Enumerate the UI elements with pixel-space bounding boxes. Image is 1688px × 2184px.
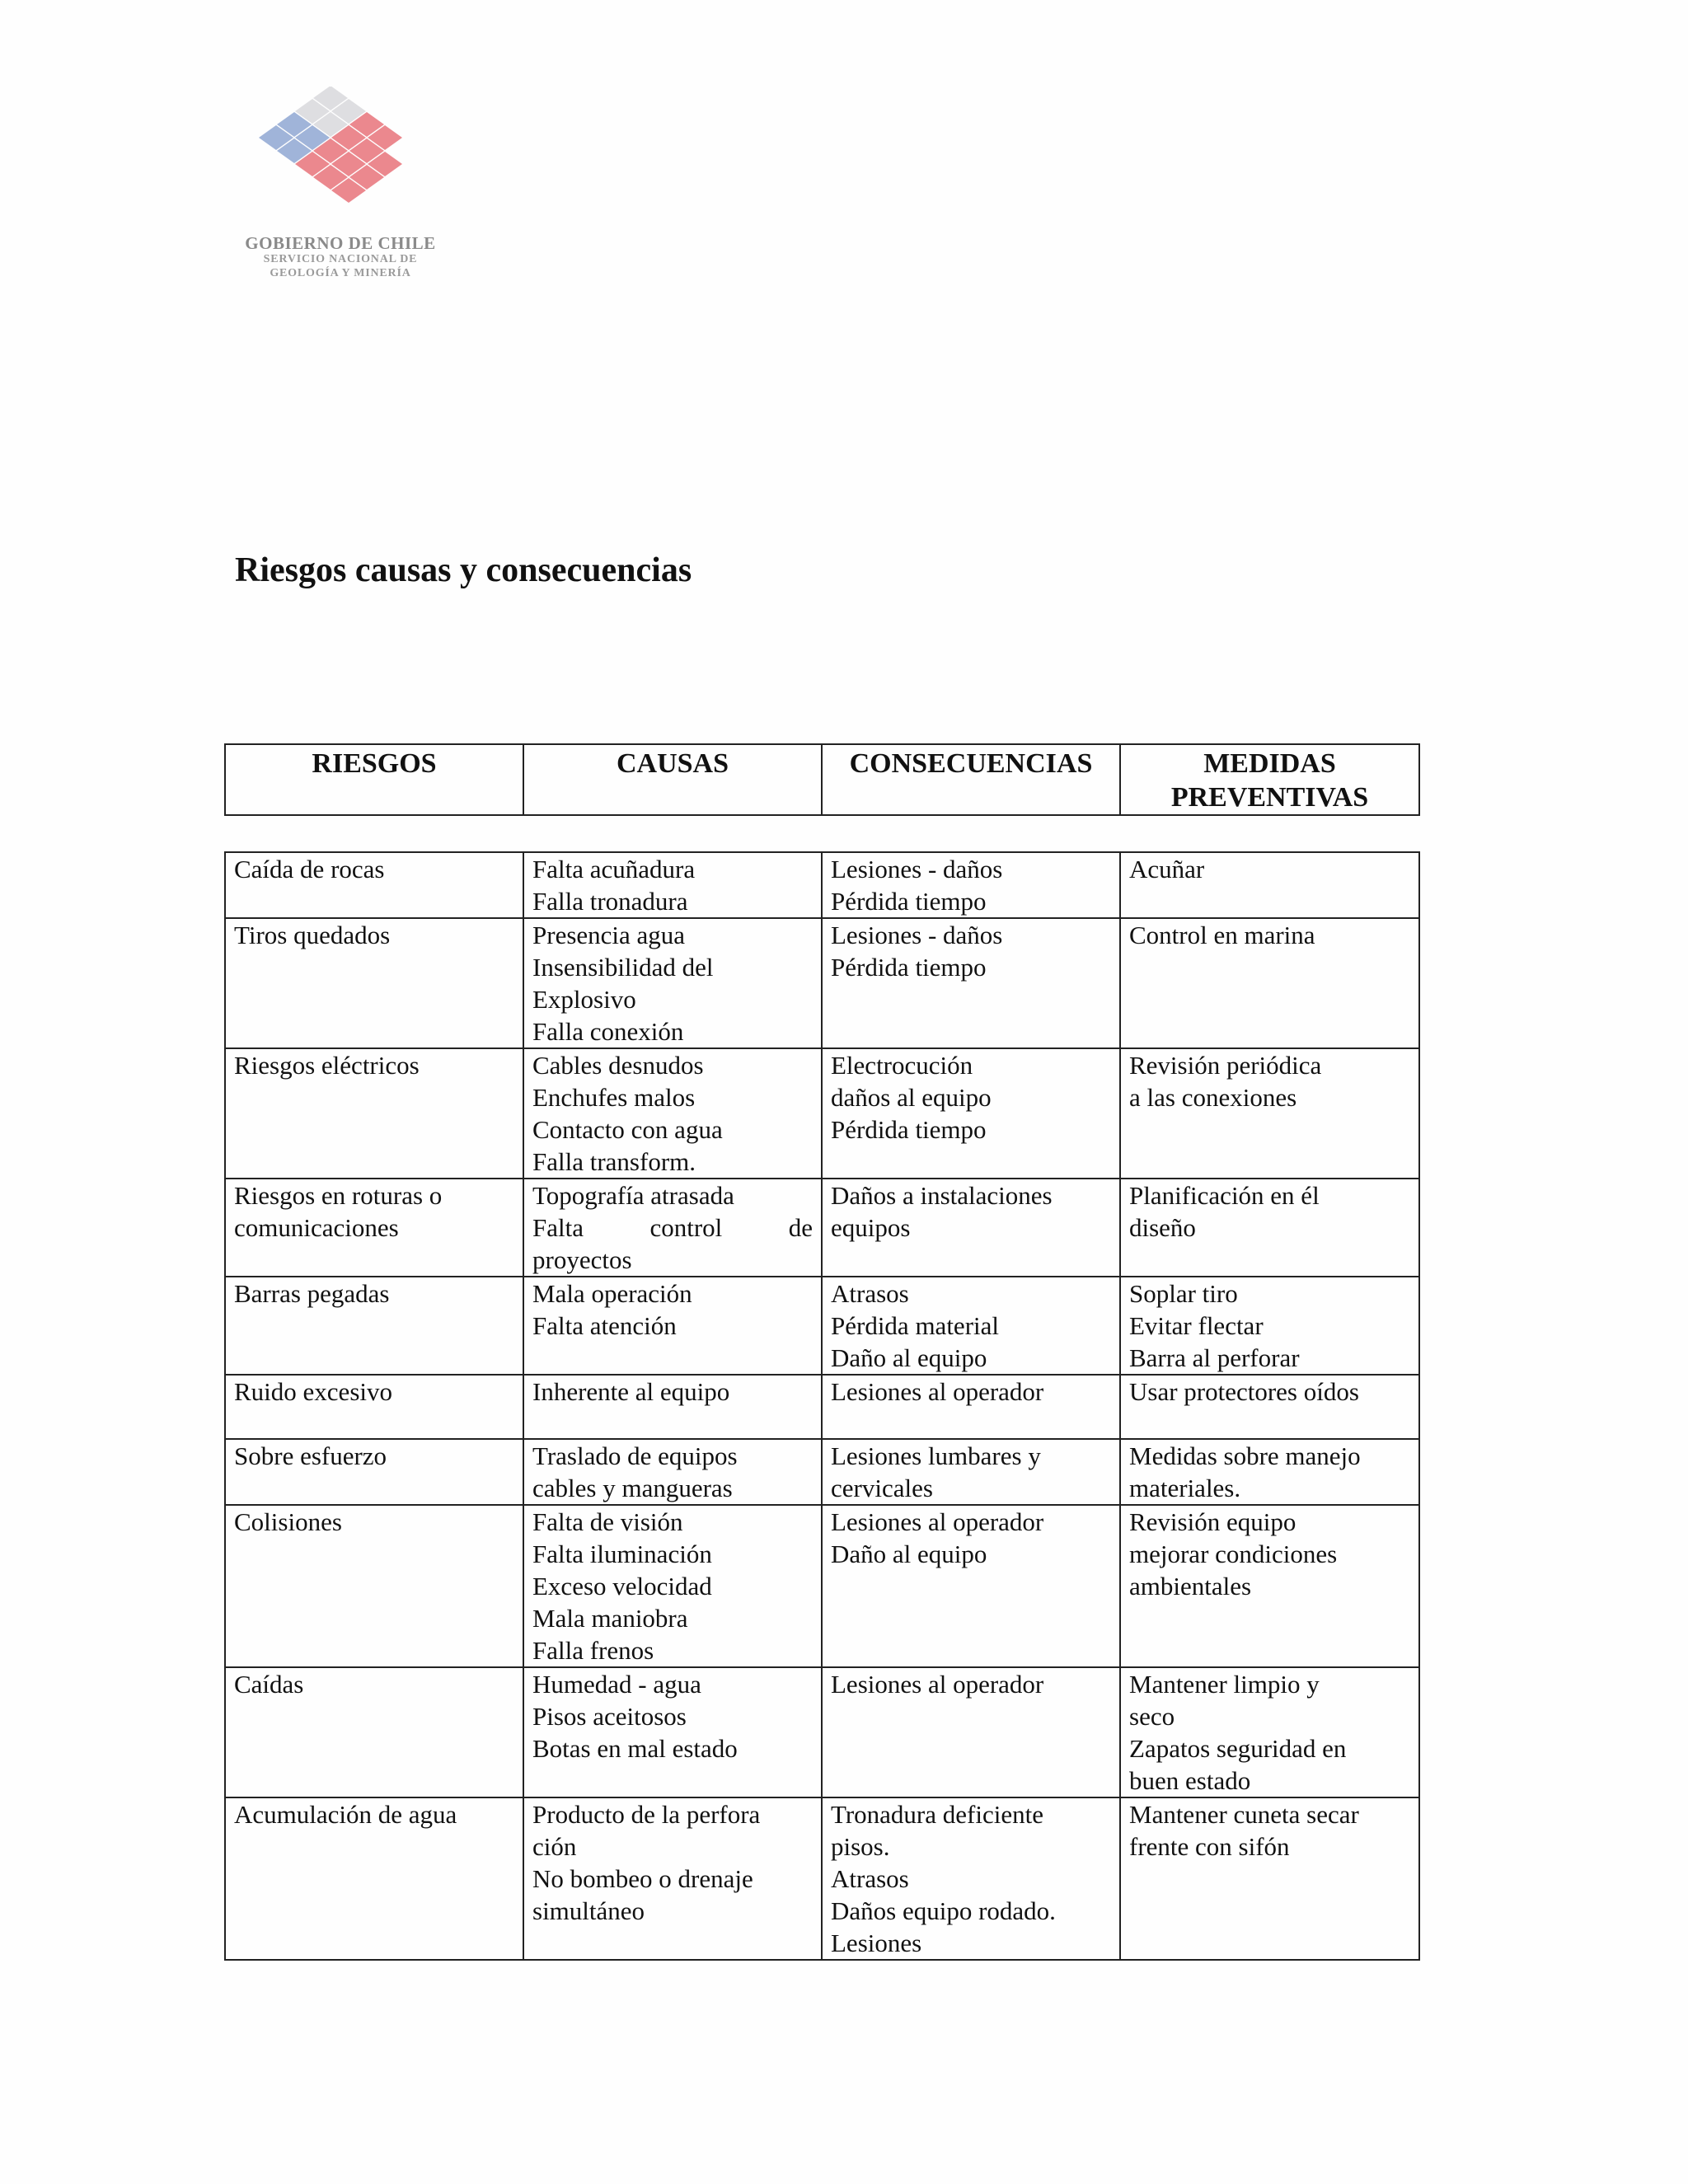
- cell-riesgo: [225, 1439, 523, 1505]
- cell-line: Atrasos: [831, 1279, 909, 1308]
- cell-line: Exceso velocidad: [532, 1572, 712, 1601]
- cell-line: Falta control de: [532, 1213, 813, 1242]
- cell-line: Falla frenos: [532, 1636, 654, 1665]
- cell-line: Colisiones: [234, 1507, 342, 1536]
- cell-line: Falta acuñadura: [532, 855, 696, 883]
- cell-consecuencias: [822, 1439, 1120, 1505]
- cell-causas: [523, 1667, 822, 1797]
- table-row: [225, 918, 1419, 1048]
- cell-line: cervicales: [831, 1474, 933, 1502]
- cell-line: Tiros quedados: [234, 921, 391, 949]
- cell-line: Lesiones al operador: [831, 1670, 1044, 1699]
- cell-line: Daños equipo rodado.: [831, 1896, 1056, 1925]
- cell-line: Daño al equipo: [831, 1343, 987, 1372]
- cell-line: Mala operación: [532, 1279, 692, 1308]
- cell-medidas: [1120, 918, 1419, 1048]
- cell-riesgo: [225, 1179, 523, 1277]
- cell-line: Planificación en él: [1129, 1181, 1320, 1210]
- cell-riesgo: [225, 1667, 523, 1797]
- cell-line: Presencia agua: [532, 921, 686, 949]
- logo-line-2: SERVICIO NACIONAL DE: [263, 253, 418, 265]
- table-row: [225, 1179, 1419, 1277]
- cell-line: Barras pegadas: [234, 1279, 390, 1308]
- cell-line: Falta atención: [532, 1311, 677, 1340]
- table-row: [225, 1375, 1419, 1439]
- cell-line: Falla conexión: [532, 1017, 684, 1046]
- cell-line: Atrasos: [831, 1864, 909, 1893]
- cell-consecuencias: [822, 1505, 1120, 1667]
- header-consecuencias: CONSECUENCIAS: [822, 744, 1120, 815]
- cell-causas: [523, 1179, 822, 1277]
- cell-medidas: [1120, 1179, 1419, 1277]
- cell-line: Tronadura deficiente: [831, 1800, 1043, 1829]
- cell-line: Contacto con agua: [532, 1115, 723, 1144]
- cell-riesgo: [225, 1375, 523, 1439]
- cell-causas: [523, 1277, 822, 1375]
- cell-line: Falta iluminación: [532, 1540, 712, 1568]
- cell-line: Control en marina: [1129, 921, 1315, 949]
- cell-consecuencias: [822, 1277, 1120, 1375]
- cell-consecuencias: [822, 1179, 1120, 1277]
- cell-line: Falla tronadura: [532, 887, 688, 916]
- cell-medidas: [1120, 852, 1419, 918]
- cell-line: comunicaciones: [234, 1213, 399, 1242]
- cell-line: Cables desnudos: [532, 1051, 704, 1080]
- cell-line: Lesiones al operador: [831, 1507, 1044, 1536]
- logo-line-3: GEOLOGÍA Y MINERÍA: [270, 267, 411, 279]
- table-row: [225, 852, 1419, 918]
- cell-line: Humedad - agua: [532, 1670, 701, 1699]
- table-row: [225, 1797, 1419, 1960]
- cell-medidas: [1120, 1797, 1419, 1960]
- cell-line: Riesgos eléctricos: [234, 1051, 420, 1080]
- cell-line: Lesiones al operador: [831, 1377, 1044, 1406]
- cell-medidas: [1120, 1277, 1419, 1375]
- cell-line: Mantener cuneta secar: [1129, 1800, 1359, 1829]
- cell-causas: [523, 1375, 822, 1439]
- cell-consecuencias: [822, 852, 1120, 918]
- cell-line: Ruido excesivo: [234, 1377, 392, 1406]
- page-title: Riesgos causas y consecuencias: [235, 551, 692, 589]
- cell-line: Pérdida material: [831, 1311, 999, 1340]
- cell-line: Sobre esfuerzo: [234, 1441, 387, 1470]
- cell-causas: [523, 1797, 822, 1960]
- cell-causas: [523, 852, 822, 918]
- cell-line: Acuñar: [1129, 855, 1205, 883]
- cell-medidas: [1120, 1048, 1419, 1179]
- cell-line: Topografía atrasada: [532, 1181, 734, 1210]
- cell-line: Inherente al equipo: [532, 1377, 730, 1406]
- cell-causas: [523, 1048, 822, 1179]
- cell-consecuencias: [822, 918, 1120, 1048]
- header-causas: CAUSAS: [523, 744, 822, 815]
- logo-line-1: GOBIERNO DE CHILE: [245, 233, 436, 253]
- cell-riesgo: [225, 1797, 523, 1960]
- cell-consecuencias: [822, 1797, 1120, 1960]
- header-row: [225, 744, 1419, 815]
- cell-causas: [523, 1439, 822, 1505]
- cell-line: pisos.: [831, 1832, 890, 1861]
- cell-line: Traslado de equipos: [532, 1441, 738, 1470]
- cell-line: proyectos: [532, 1245, 632, 1274]
- cell-causas: [523, 918, 822, 1048]
- logo: [233, 87, 448, 288]
- table-row: [225, 1277, 1419, 1375]
- cell-line: Producto de la perfora: [532, 1800, 761, 1829]
- chile-government-emblem-icon: [233, 87, 448, 231]
- cell-line: daños al equipo: [831, 1083, 992, 1112]
- cell-line: equipos: [831, 1213, 911, 1242]
- cell-line: simultáneo: [532, 1896, 645, 1925]
- cell-line: Mala maniobra: [532, 1604, 688, 1633]
- cell-medidas: [1120, 1667, 1419, 1797]
- cell-consecuencias: [822, 1048, 1120, 1179]
- cell-line: Daño al equipo: [831, 1540, 987, 1568]
- cell-line: No bombeo o drenaje: [532, 1864, 753, 1893]
- cell-line: Insensibilidad del: [532, 953, 714, 982]
- cell-riesgo: [225, 1048, 523, 1179]
- cell-line: Falla transform.: [532, 1147, 696, 1176]
- cell-line: Riesgos en roturas o: [234, 1181, 443, 1210]
- table-row: [225, 1505, 1419, 1667]
- cell-line: Caídas: [234, 1670, 304, 1699]
- cell-line: Daños a instalaciones: [831, 1181, 1053, 1210]
- cell-line: Soplar tiro: [1129, 1279, 1238, 1308]
- cell-line: mejorar condiciones: [1129, 1540, 1338, 1568]
- cell-line: Enchufes malos: [532, 1083, 696, 1112]
- cell-line: Barra al perforar: [1129, 1343, 1300, 1372]
- cell-line: a las conexiones: [1129, 1083, 1297, 1112]
- cell-line: Pisos aceitosos: [532, 1702, 687, 1731]
- cell-line: Medidas sobre manejo: [1129, 1441, 1361, 1470]
- cell-line: Pérdida tiempo: [831, 887, 987, 916]
- cell-riesgo: [225, 918, 523, 1048]
- cell-riesgo: [225, 1505, 523, 1667]
- cell-line: ambientales: [1129, 1572, 1252, 1601]
- table-row: [225, 1048, 1419, 1179]
- table-row: [225, 1439, 1419, 1505]
- cell-line: seco: [1129, 1702, 1175, 1731]
- cell-medidas: [1120, 1505, 1419, 1667]
- cell-line: Lesiones - daños: [831, 855, 1003, 883]
- cell-line: Zapatos seguridad en: [1129, 1734, 1347, 1763]
- cell-line: Lesiones: [831, 1929, 922, 1957]
- cell-line: Pérdida tiempo: [831, 1115, 987, 1144]
- cell-line: ción: [532, 1832, 577, 1861]
- cell-line: Explosivo: [532, 985, 636, 1014]
- cell-consecuencias: [822, 1375, 1120, 1439]
- cell-medidas: [1120, 1375, 1419, 1439]
- cell-riesgo: [225, 852, 523, 918]
- cell-consecuencias: [822, 1667, 1120, 1797]
- cell-line: Electrocución: [831, 1051, 973, 1080]
- cell-line: Acumulación de agua: [234, 1800, 457, 1829]
- cell-riesgo: [225, 1277, 523, 1375]
- cell-line: materiales.: [1129, 1474, 1241, 1502]
- cell-line: Mantener limpio y: [1129, 1670, 1320, 1699]
- cell-line: Botas en mal estado: [532, 1734, 738, 1763]
- table-row: [225, 1667, 1419, 1797]
- cell-line: Falta de visión: [532, 1507, 683, 1536]
- cell-line: frente con sifón: [1129, 1832, 1290, 1861]
- cell-line: Lesiones lumbares y: [831, 1441, 1041, 1470]
- risk-table: [224, 851, 1420, 1961]
- cell-line: diseño: [1129, 1213, 1196, 1242]
- cell-line: cables y mangueras: [532, 1474, 733, 1502]
- table-header: [224, 743, 1420, 816]
- cell-line: Lesiones - daños: [831, 921, 1003, 949]
- cell-line: Pérdida tiempo: [831, 953, 987, 982]
- cell-line: Caída de rocas: [234, 855, 385, 883]
- header-medidas-preventivas: MEDIDAS PREVENTIVAS: [1120, 744, 1419, 815]
- cell-line: Evitar flectar: [1129, 1311, 1264, 1340]
- cell-line: Usar protectores oídos: [1129, 1377, 1359, 1406]
- cell-line: Revisión periódica: [1129, 1051, 1322, 1080]
- cell-medidas: [1120, 1439, 1419, 1505]
- cell-line: Revisión equipo: [1129, 1507, 1296, 1536]
- cell-causas: [523, 1505, 822, 1667]
- header-riesgos: RIESGOS: [225, 744, 523, 815]
- cell-line: buen estado: [1129, 1766, 1251, 1795]
